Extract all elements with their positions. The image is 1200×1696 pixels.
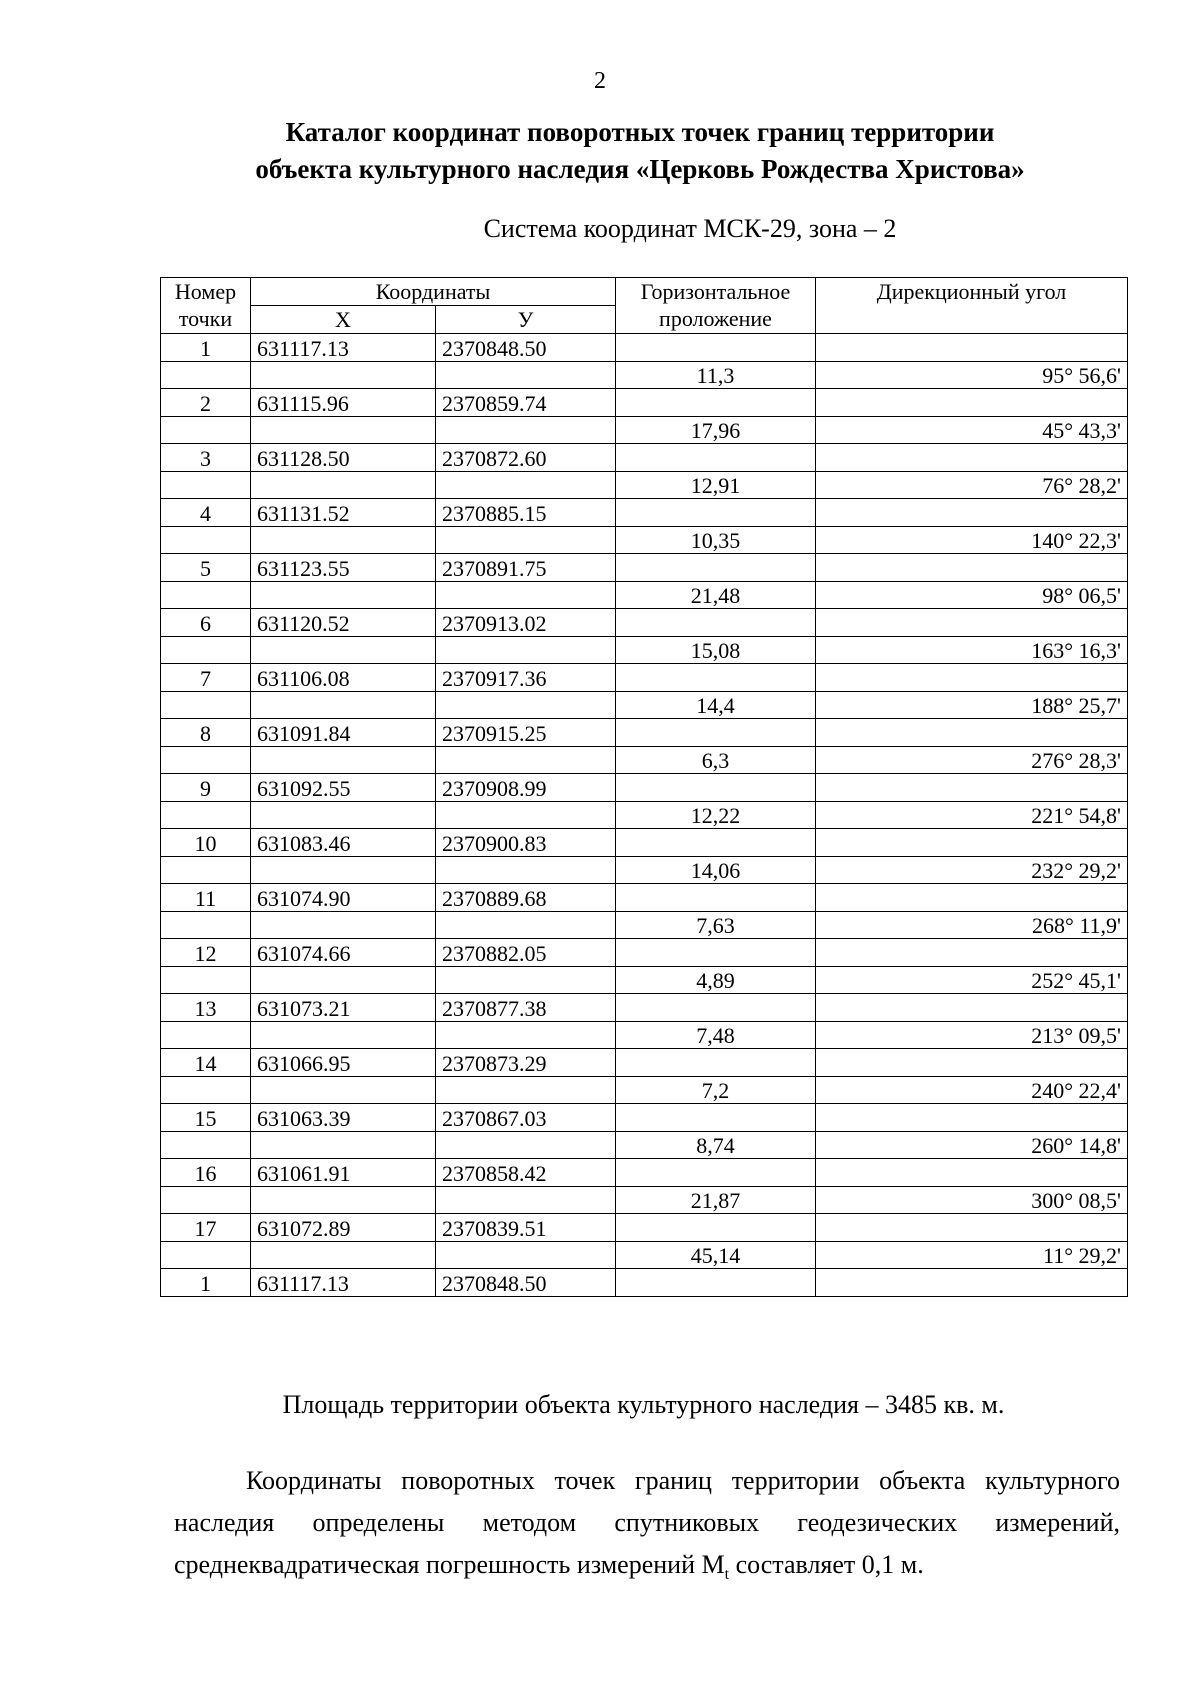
distance-cell: 7,63 (616, 911, 816, 939)
empty-cell (816, 719, 1128, 747)
empty-cell (161, 1186, 251, 1214)
empty-cell (816, 884, 1128, 912)
empty-cell (251, 471, 436, 499)
distance-cell: 11,3 (616, 361, 816, 389)
angle-cell: 95° 56,6' (816, 361, 1128, 389)
point-row (161, 609, 1128, 637)
point-number-cell: 9 (161, 774, 251, 802)
point-row (161, 664, 1128, 692)
y-coordinate-cell: 2370908.99 (436, 774, 616, 802)
empty-cell (251, 966, 436, 994)
empty-cell (161, 691, 251, 719)
empty-cell (161, 1131, 251, 1159)
distance-cell: 6,3 (616, 746, 816, 774)
empty-cell (616, 389, 816, 417)
empty-cell (436, 856, 616, 884)
point-number-cell: 17 (161, 1214, 251, 1242)
empty-cell (816, 499, 1128, 527)
empty-cell (816, 939, 1128, 967)
empty-cell (161, 636, 251, 664)
empty-cell (616, 1269, 816, 1297)
empty-cell (616, 499, 816, 527)
x-coordinate-cell: 631061.91 (251, 1159, 436, 1187)
empty-cell (816, 554, 1128, 582)
empty-cell (436, 1021, 616, 1049)
empty-cell (616, 829, 816, 857)
distance-cell: 45,14 (616, 1241, 816, 1269)
empty-cell (616, 884, 816, 912)
empty-cell (161, 581, 251, 609)
empty-cell (616, 939, 816, 967)
y-coordinate-cell: 2370900.83 (436, 829, 616, 857)
distance-cell: 14,4 (616, 691, 816, 719)
segment-row (161, 416, 1128, 444)
empty-cell (816, 1104, 1128, 1132)
point-row (161, 444, 1128, 472)
angle-cell: 213° 09,5' (816, 1021, 1128, 1049)
empty-cell (436, 1076, 616, 1104)
empty-cell (816, 334, 1128, 362)
point-row (161, 1159, 1128, 1187)
y-coordinate-cell: 2370839.51 (436, 1214, 616, 1242)
empty-cell (436, 1131, 616, 1159)
empty-cell (251, 746, 436, 774)
empty-cell (161, 1241, 251, 1269)
point-row (161, 884, 1128, 912)
segment-row (161, 856, 1128, 884)
distance-cell: 8,74 (616, 1131, 816, 1159)
segment-row (161, 801, 1128, 829)
angle-cell: 98° 06,5' (816, 581, 1128, 609)
y-coordinate-cell: 2370858.42 (436, 1159, 616, 1187)
x-coordinate-cell: 631117.13 (251, 1269, 436, 1297)
angle-cell: 188° 25,7' (816, 691, 1128, 719)
point-number-cell: 12 (161, 939, 251, 967)
empty-cell (816, 1214, 1128, 1242)
point-number-cell: 15 (161, 1104, 251, 1132)
header-coordinates: Координаты (251, 278, 616, 306)
angle-cell: 232° 29,2' (816, 856, 1128, 884)
point-number-cell: 10 (161, 829, 251, 857)
point-number-cell: 1 (161, 334, 251, 362)
empty-cell (251, 636, 436, 664)
empty-cell (251, 1131, 436, 1159)
point-row (161, 829, 1128, 857)
x-coordinate-cell: 631083.46 (251, 829, 436, 857)
note-subscript: t (724, 1566, 730, 1584)
point-row (161, 719, 1128, 747)
empty-cell (436, 966, 616, 994)
segment-row (161, 581, 1128, 609)
point-row (161, 1049, 1128, 1077)
title-line-1: Каталог координат поворотных точек границ территории (285, 117, 995, 147)
empty-cell (436, 691, 616, 719)
y-coordinate-cell: 2370848.50 (436, 334, 616, 362)
empty-cell (161, 526, 251, 554)
header-point-number: Номер точки (161, 278, 251, 334)
point-row (161, 499, 1128, 527)
point-number-cell: 5 (161, 554, 251, 582)
point-number-cell: 2 (161, 389, 251, 417)
header-distance: Горизонтальное проложение (616, 278, 816, 334)
segment-row (161, 636, 1128, 664)
empty-cell (161, 911, 251, 939)
point-number-cell: 13 (161, 994, 251, 1022)
measurement-note (174, 1460, 1120, 1596)
x-coordinate-cell: 631074.90 (251, 884, 436, 912)
empty-cell (251, 1186, 436, 1214)
empty-cell (816, 1269, 1128, 1297)
segment-row (161, 1021, 1128, 1049)
x-coordinate-cell: 631092.55 (251, 774, 436, 802)
point-row (161, 389, 1128, 417)
empty-cell (816, 829, 1128, 857)
point-number-cell: 14 (161, 1049, 251, 1077)
x-coordinate-cell: 631074.66 (251, 939, 436, 967)
empty-cell (436, 361, 616, 389)
empty-cell (816, 1159, 1128, 1187)
y-coordinate-cell: 2370885.15 (436, 499, 616, 527)
y-coordinate-cell: 2370915.25 (436, 719, 616, 747)
point-row (161, 1214, 1128, 1242)
distance-cell: 21,48 (616, 581, 816, 609)
y-coordinate-cell: 2370848.50 (436, 1269, 616, 1297)
y-coordinate-cell: 2370867.03 (436, 1104, 616, 1132)
segment-row (161, 1186, 1128, 1214)
point-number-cell: 8 (161, 719, 251, 747)
empty-cell (251, 1021, 436, 1049)
y-coordinate-cell: 2370877.38 (436, 994, 616, 1022)
header-x: X (251, 306, 436, 334)
point-number-cell: 11 (161, 884, 251, 912)
x-coordinate-cell: 631123.55 (251, 554, 436, 582)
distance-cell: 7,2 (616, 1076, 816, 1104)
segment-row (161, 361, 1128, 389)
angle-cell: 45° 43,3' (816, 416, 1128, 444)
angle-cell: 11° 29,2' (816, 1241, 1128, 1269)
empty-cell (816, 994, 1128, 1022)
distance-cell: 12,22 (616, 801, 816, 829)
empty-cell (436, 471, 616, 499)
distance-cell: 12,91 (616, 471, 816, 499)
empty-cell (161, 801, 251, 829)
point-row (161, 774, 1128, 802)
empty-cell (251, 856, 436, 884)
x-coordinate-cell: 631063.39 (251, 1104, 436, 1132)
empty-cell (616, 774, 816, 802)
distance-cell: 21,87 (616, 1186, 816, 1214)
angle-cell: 140° 22,3' (816, 526, 1128, 554)
empty-cell (436, 801, 616, 829)
angle-cell: 252° 45,1' (816, 966, 1128, 994)
empty-cell (816, 389, 1128, 417)
point-number-cell: 4 (161, 499, 251, 527)
empty-cell (616, 719, 816, 747)
x-coordinate-cell: 631091.84 (251, 719, 436, 747)
point-row (161, 1269, 1128, 1297)
angle-cell: 221° 54,8' (816, 801, 1128, 829)
empty-cell (251, 581, 436, 609)
document-title (160, 114, 1120, 188)
empty-cell (616, 1159, 816, 1187)
empty-cell (161, 746, 251, 774)
x-coordinate-cell: 631073.21 (251, 994, 436, 1022)
empty-cell (436, 416, 616, 444)
point-number-cell: 1 (161, 1269, 251, 1297)
distance-cell: 4,89 (616, 966, 816, 994)
empty-cell (251, 1076, 436, 1104)
segment-row (161, 911, 1128, 939)
x-coordinate-cell: 631117.13 (251, 334, 436, 362)
distance-cell: 7,48 (616, 1021, 816, 1049)
x-coordinate-cell: 631106.08 (251, 664, 436, 692)
area-statement: Площадь территории объекта культурного наследия – 3485 кв. м. (282, 1390, 1005, 1419)
empty-cell (161, 856, 251, 884)
y-coordinate-cell: 2370873.29 (436, 1049, 616, 1077)
y-coordinate-cell: 2370913.02 (436, 609, 616, 637)
empty-cell (251, 526, 436, 554)
empty-cell (816, 664, 1128, 692)
segment-row (161, 1241, 1128, 1269)
x-coordinate-cell: 631128.50 (251, 444, 436, 472)
empty-cell (251, 1241, 436, 1269)
empty-cell (161, 966, 251, 994)
y-coordinate-cell: 2370917.36 (436, 664, 616, 692)
segment-row (161, 966, 1128, 994)
point-row (161, 1104, 1128, 1132)
coordinate-system-label: Система координат МСК-29, зона – 2 (483, 214, 897, 243)
empty-cell (616, 1214, 816, 1242)
empty-cell (616, 334, 816, 362)
y-coordinate-cell: 2370889.68 (436, 884, 616, 912)
header-y: У (436, 306, 616, 334)
distance-cell: 15,08 (616, 636, 816, 664)
x-coordinate-cell: 631066.95 (251, 1049, 436, 1077)
empty-cell (616, 444, 816, 472)
distance-cell: 17,96 (616, 416, 816, 444)
empty-cell (436, 1241, 616, 1269)
empty-cell (816, 444, 1128, 472)
empty-cell (616, 994, 816, 1022)
empty-cell (816, 774, 1128, 802)
empty-cell (616, 664, 816, 692)
point-row (161, 939, 1128, 967)
segment-row (161, 691, 1128, 719)
point-row (161, 334, 1128, 362)
empty-cell (251, 911, 436, 939)
y-coordinate-cell: 2370882.05 (436, 939, 616, 967)
empty-cell (161, 361, 251, 389)
point-number-cell: 6 (161, 609, 251, 637)
empty-cell (436, 911, 616, 939)
angle-cell: 268° 11,9' (816, 911, 1128, 939)
angle-cell: 76° 28,2' (816, 471, 1128, 499)
empty-cell (436, 746, 616, 774)
x-coordinate-cell: 631115.96 (251, 389, 436, 417)
y-coordinate-cell: 2370859.74 (436, 389, 616, 417)
angle-cell: 240° 22,4' (816, 1076, 1128, 1104)
empty-cell (616, 554, 816, 582)
header-angle: Дирекционный угол (816, 278, 1128, 334)
coordinates-table (160, 277, 1128, 1297)
distance-cell: 10,35 (616, 526, 816, 554)
empty-cell (436, 526, 616, 554)
note-text-end: составляет 0,1 м. (729, 1550, 924, 1579)
angle-cell: 260° 14,8' (816, 1131, 1128, 1159)
empty-cell (161, 1021, 251, 1049)
point-number-cell: 16 (161, 1159, 251, 1187)
empty-cell (251, 361, 436, 389)
empty-cell (436, 636, 616, 664)
segment-row (161, 1076, 1128, 1104)
x-coordinate-cell: 631072.89 (251, 1214, 436, 1242)
empty-cell (161, 471, 251, 499)
empty-cell (816, 1049, 1128, 1077)
empty-cell (251, 416, 436, 444)
note-text: Координаты поворотных точек границ территории объекта культурного наследия определены методом спутниковых геодезических измерений, среднеквадратическая погрешность измерений М (174, 1466, 1120, 1579)
point-number-cell: 3 (161, 444, 251, 472)
angle-cell: 300° 08,5' (816, 1186, 1128, 1214)
empty-cell (251, 691, 436, 719)
empty-cell (161, 1076, 251, 1104)
segment-row (161, 471, 1128, 499)
x-coordinate-cell: 631131.52 (251, 499, 436, 527)
segment-row (161, 746, 1128, 774)
empty-cell (161, 416, 251, 444)
empty-cell (616, 1104, 816, 1132)
empty-cell (436, 1186, 616, 1214)
empty-cell (616, 609, 816, 637)
empty-cell (436, 581, 616, 609)
title-line-2: объекта культурного наследия «Церковь Рождества Христова» (255, 154, 1025, 184)
y-coordinate-cell: 2370872.60 (436, 444, 616, 472)
segment-row (161, 526, 1128, 554)
segment-row (161, 1131, 1128, 1159)
angle-cell: 163° 16,3' (816, 636, 1128, 664)
point-row (161, 994, 1128, 1022)
y-coordinate-cell: 2370891.75 (436, 554, 616, 582)
point-row (161, 554, 1128, 582)
table-body (161, 334, 1128, 1297)
x-coordinate-cell: 631120.52 (251, 609, 436, 637)
empty-cell (616, 1049, 816, 1077)
empty-cell (251, 801, 436, 829)
page-number: 2 (594, 68, 606, 94)
angle-cell: 276° 28,3' (816, 746, 1128, 774)
empty-cell (816, 609, 1128, 637)
point-number-cell: 7 (161, 664, 251, 692)
distance-cell: 14,06 (616, 856, 816, 884)
